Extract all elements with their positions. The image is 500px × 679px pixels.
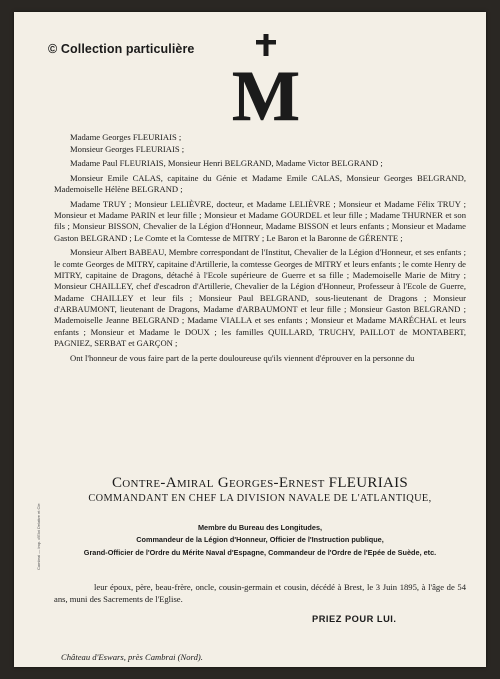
- family-entry: Madame TRUY ; Monsieur LELIÈVRE, docteur, et Madame LELIÈVRE ; Monsieur et Madame Félix TRUY ; Monsieur et Madame PARIN et leur fille ; Monsieur et Madame GOURDEL et leur fille ; Madame THURNER et son fils ; Monsieur BISSON, Chevalier de la Légion d'Honneur, Madame BISSON et leurs enfants ; Monsieur et Madame Gaston BELGRAND ; Le Comte et la Comtesse de MITRY ; Le Baron et la Baronne de GÉRENTE ;: [54, 198, 466, 243]
- family-entry: Monsieur Albert BABEAU, Membre correspondant de l'Institut, Chevalier de la Légion d'Honneur, et ses enfants ; le comte Georges de MITRY, capitaine d'Artillerie, la comtesse Georges de MITRY et leurs enfants ; le comte Henry de MITRY, capitaine de Dragons, détaché à l'Ecole supérieure de Guerre et sa fille ; Mademoiselle Marie de Mitry ; Monsieur CHAILLEY, chef d'escadron d'Artillerie, Chevalier de la Légion d'Honneur, Professeur à l'Ecole de Guerre, Madame CHAILLEY et leur fils ; Monsieur Paul BELGRAND, sous-lieutenant de Dragons ; Monsieur d'ARBAUMONT, lieutenant de Dragons, Madame d'ARBAUMONT et leur fille ; Monsieur Gaston BELGRAND ; Mademoiselle Jeanne BELGRAND ; Madame VIALLA et ses enfants ; Monsieur et Madame MARÉCHAL et leurs enfants ; Monsieur et Madame le DOUX ; les familles QUILLARD, TRUCHY, PAILLOT de MONTABERT, PAGNIEZ, SERBAT et GARÇON ;: [54, 247, 466, 349]
- honor-line: Grand-Officier de l'Ordre du Mérite Naval d'Espagne, Commandeur de l'Ordre de l'Epée de Suède, etc.: [83, 547, 437, 557]
- deceased-block: [54, 475, 466, 504]
- honor-line: Membre du Bureau des Longitudes,: [197, 523, 323, 532]
- family-entry: Madame Georges FLEURIAIS ;: [70, 132, 182, 142]
- monogram-letter: M: [232, 56, 300, 136]
- collection-watermark: © Collection particulière: [48, 42, 195, 56]
- deceased-rank: COMMANDANT EN CHEF LA DIVISION NAVALE DE L'ATLANTIQUE,: [88, 493, 432, 504]
- deceased-name: Contre-Amiral Georges-Ernest FLEURIAIS: [111, 475, 409, 491]
- place-line: Château d'Eswars, près Cambrai (Nord).: [61, 652, 203, 662]
- printer-imprint: Cambrai — Imp. d'Eloi Delattre et Cie: [36, 503, 41, 570]
- family-entry: Madame Paul FLEURIAIS, Monsieur Henri BELGRAND, Madame Victor BELGRAND ;: [70, 158, 383, 169]
- announcement-text: Ont l'honneur de vous faire part de la perte douloureuse qu'ils viennent d'éprouver en la personne du: [70, 353, 415, 364]
- death-notice: leur époux, père, beau-frère, oncle, cousin-germain et cousin, décédé à Brest, le 3 Juin 1895, à l'âge de 54 ans, muni des Sacrements de l'Eglise.: [54, 582, 466, 604]
- mourning-letter: [14, 12, 486, 667]
- honors-list: [54, 522, 466, 559]
- family-entry: Monsieur Georges FLEURIAIS ;: [70, 143, 185, 154]
- family-entry: Monsieur Emile CALAS, capitaine du Génie et Madame Emile CALAS, Monsieur Georges BELGRAND, Mademoiselle Hélène BELGRAND ;: [54, 172, 466, 195]
- family-list: [54, 132, 466, 368]
- monogram-cross-icon: [232, 32, 300, 136]
- prayer-line: PRIEZ POUR LUI.: [312, 614, 397, 624]
- honor-line: Commandeur de la Légion d'Honneur, Officier de l'Instruction publique,: [136, 535, 384, 545]
